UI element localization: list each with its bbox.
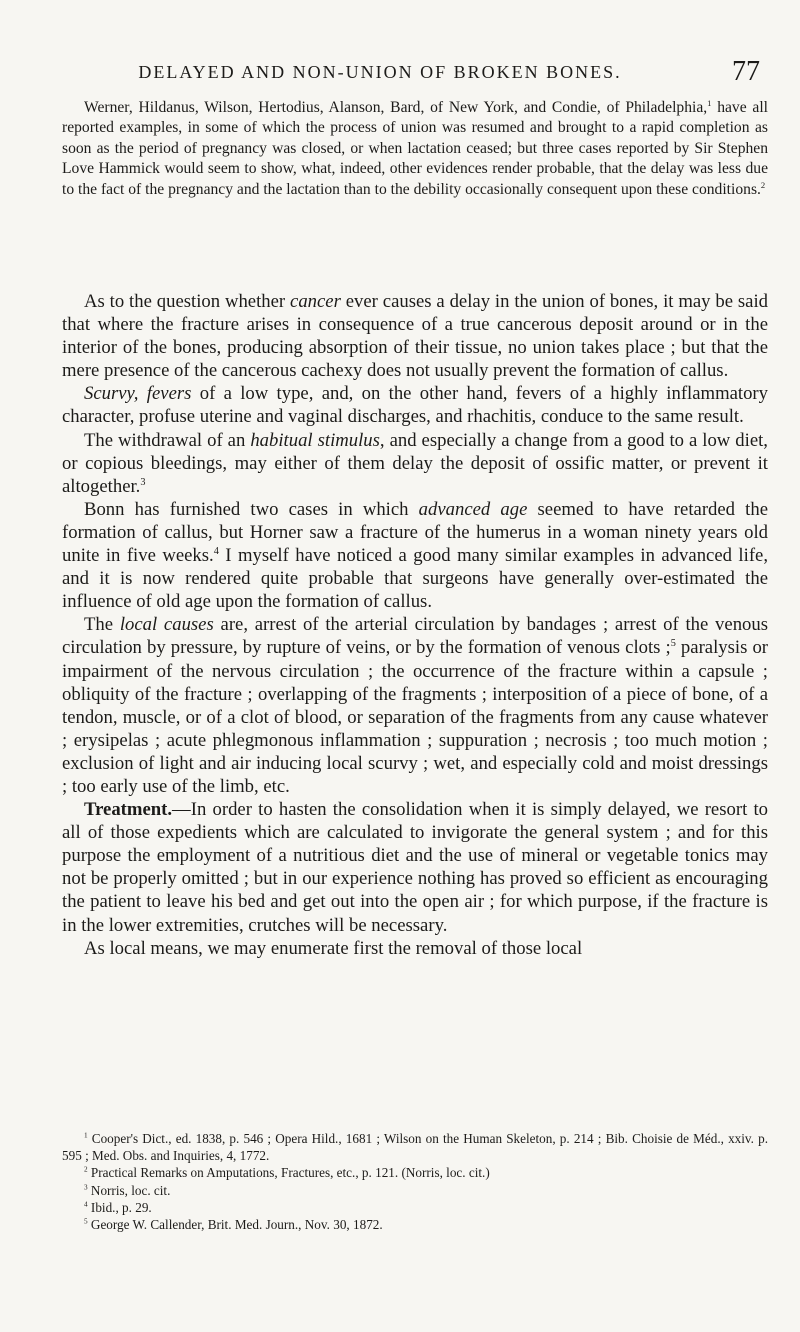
footnotes [62,1130,768,1233]
footnote-mark: 2 [84,1166,88,1175]
local-italic: local causes [119,614,214,636]
age-italic: advanced age [418,498,528,520]
local-causes-paragraph [62,613,768,798]
footnote-ref-2: 2 [760,179,766,190]
local-text-2: are, arrest of the arterial circulation by bandages ; arrest of the venous circulation by pressure, by rupture of veins, or by the formation of venous clots ; [62,614,768,659]
cancer-text-2: ever causes a delay in the union of bones, it may be said that where the fracture arises in consequence of a true cancerous deposit around or in the interior of the bones, producing absorption of their tissue, no union takes place ; but that the mere presence of the cancerous cachexy does not usually prevent the formation of callus. [62,291,768,382]
footnote-mark: 1 [84,1131,88,1140]
footnote [62,1216,768,1233]
footnote [62,1130,768,1164]
footnote-text: George W. Callender, Brit. Med. Journ., Nov. 30, 1872. [87,1217,383,1233]
intro-text-2: have all reported examples, in some of which the process of union was resumed and brought to a rapid completion as soon as the period of pregnancy was closed, or when lactation ceased; but three cases reported by Sir Stephen Love Hammick would seem to show, what, indeed, other evidences render probable, that the delay was less due to the fact of the pregnancy and the lactation than to the debility occasionally consequent upon these conditions. [62,99,768,198]
cancer-paragraph [62,290,768,382]
local-means-text: As local means, we may enumerate first the removal of those local [84,937,583,959]
treatment-paragraph [62,798,768,937]
scurvy-text: of a low type, and, on the other hand, fevers of a highly inflammatory character, profuse uterine and vaginal discharges, and rhachitis, conduce to the same result. [62,383,768,428]
running-header [60,56,760,90]
running-title: DELAYED AND NON-UNION OF BROKEN BONES. [138,62,622,82]
page-number: 77 [732,56,760,87]
footnote [62,1182,768,1199]
age-text-3: I myself have noticed a good many similar examples in advanced life, and it is now rendered quite probable that surgeons have generally over-estimated the influence of old age upon the formation of callus. [62,545,769,613]
stimulus-italic: habitual stimulus [250,429,380,451]
stimulus-paragraph [62,429,768,498]
footnote-text: Practical Remarks on Amputations, Fractures, etc., p. 121. (Norris, loc. cit.) [87,1165,490,1181]
cancer-italic: cancer [290,291,341,312]
footnote-mark: 3 [84,1183,88,1192]
age-text-1: Bonn has furnished two cases in which [84,498,419,520]
footnote-text: Norris, loc. cit. [87,1182,171,1198]
footnote-mark: 4 [84,1200,88,1209]
cancer-text-1: As to the question whether [84,291,291,312]
footnote-ref-5: 5 [670,638,676,650]
footnote-ref-1: 1 [707,97,712,108]
footnote-ref-3: 3 [140,476,146,488]
footnote [62,1164,768,1181]
local-means-paragraph [62,937,768,960]
footnote-mark: 5 [84,1217,88,1226]
scurvy-paragraph [62,382,768,428]
local-text-3: paralysis or impairment of the nervous circulation ; the occurrence of the fracture within a capsule ; obliquity of the fracture ; overlapping of the fragments ; interposition of a piece of bone, of a tendon, muscle, or of a clot of blood, or separation of the fragments from any cause whatever ; erysipelas ; acute phlegmonous inflammation ; suppuration ; necrosis ; too much motion ; exclusion of light and air inducing local scurvy ; wet, and especially cold and moist dressings ; too early use of the limb, etc. [62,637,769,797]
scurvy-italic: Scurvy, fevers [84,383,192,405]
footnote [62,1199,768,1216]
intro-block [62,98,768,200]
footnote-text: Cooper's Dict., ed. 1838, p. 546 ; Opera Hild., 1681 ; Wilson on the Human Skeleton, p. 214 ; Bib. Choisie de Méd., xxiv. p. 595 ; Med. Obs. and Inquiries, 4, 1772. [62,1131,768,1164]
main-text [62,290,768,960]
local-text-1: The [84,614,120,636]
age-paragraph [62,498,768,613]
treatment-heading: Treatment. [84,799,173,821]
footnote-ref-4: 4 [213,545,219,557]
age-text-2: seemed to have retarded the formation of callus, but Horner saw a fracture of the humerus in a woman ninety years old unite in five weeks. [62,498,768,567]
stimulus-text-1: The withdrawal of an [84,429,251,451]
intro-paragraph [62,98,768,200]
stimulus-text-2: , and especially a change from a good to a low diet, or copious bleedings, may either of them delay the deposit of ossific matter, or prevent it altogether. [62,429,768,497]
intro-text-1: Werner, Hildanus, Wilson, Hertodius, Alanson, Bard, of New York, and Condie, of Philadelphia, [84,99,708,116]
treatment-text: —In order to hasten the consolidation when it is simply delayed, we resort to all of those expedients which are calculated to invigorate the general system ; and for this purpose the employment of a nutritious diet and the use of mineral or vegetable tonics may not be properly omitted ; but in our experience nothing has proved so efficient as encouraging the patient to leave his bed and get out into the open air ; for which purpose, if the fracture is in the lower extremities, crutches will be necessary. [62,799,768,936]
footnote-text: Ibid., p. 29. [87,1199,152,1215]
